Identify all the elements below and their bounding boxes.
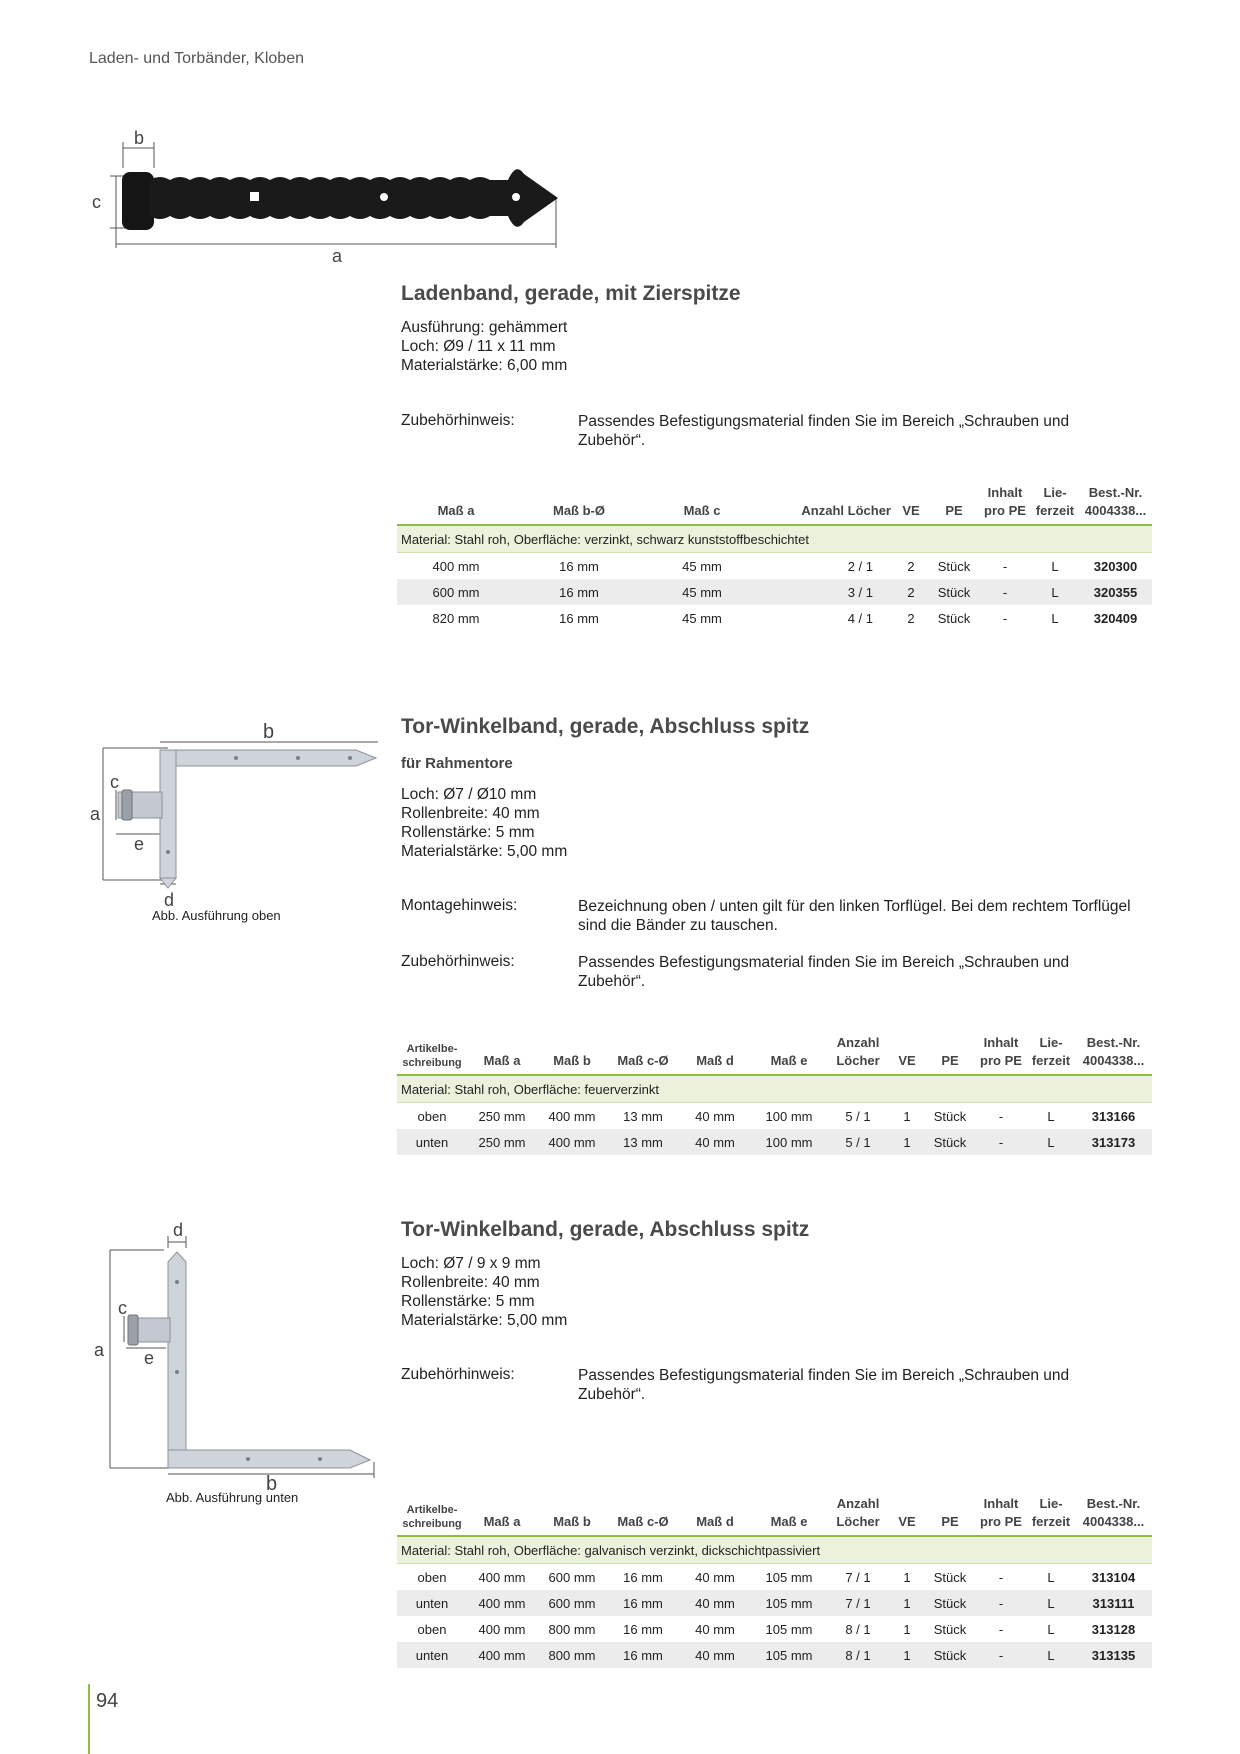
col-header: Lie- ferzeit xyxy=(1031,1496,1071,1529)
col-header: Best.-Nr. 4004338... xyxy=(1082,1496,1145,1529)
col-header: Inhalt pro PE xyxy=(980,1496,1022,1529)
figure-caption: Abb. Ausführung oben xyxy=(152,908,281,923)
table-row: 820 mm 16 mm 45 mm 4 / 1 2 Stück - L 320409 xyxy=(432,610,1138,626)
spec-line: Materialstärke: 5,00 mm xyxy=(401,1312,568,1329)
dim-label-d: d xyxy=(164,890,175,910)
table-row: 600 mm 16 mm 45 mm 3 / 1 2 Stück - L 320355 xyxy=(397,579,1152,605)
col-header: Maß b-Ø xyxy=(553,503,605,518)
col-header: Maß a xyxy=(483,1053,521,1068)
dim-label-e: e xyxy=(144,1348,155,1368)
dim-label-b: b xyxy=(266,1473,278,1492)
col-header: Anzahl Löcher xyxy=(836,1035,880,1068)
spec-line: Ausführung: gehämmert xyxy=(401,319,568,336)
spec-line: Loch: Ø7 / Ø10 mm xyxy=(401,786,537,803)
col-header: Anzahl Löcher xyxy=(836,1496,880,1529)
col-header: PE xyxy=(941,1053,959,1068)
table-row: unten 400 mm 600 mm 16 mm 40 mm 105 mm 7 / 1 1 Stück - L 313111 xyxy=(397,1590,1152,1616)
table-row: 400 mm 16 mm 45 mm 2 / 1 2 Stück - L 320300 xyxy=(432,558,1138,574)
dim-label-c: c xyxy=(92,192,101,212)
spec-line: Rollenstärke: 5 mm xyxy=(401,824,535,841)
accessory-note-text: Passendes Befestigungsmaterial finden Sie im Bereich „Schrauben und Zubehör“. xyxy=(578,1367,1070,1403)
figure-caption: Abb. Ausführung unten xyxy=(166,1490,299,1505)
product-1-figure xyxy=(88,128,568,266)
accessory-note-label: Zubehörhinweis: xyxy=(401,412,515,429)
col-header: VE xyxy=(898,1514,916,1529)
col-header: Inhalt pro PE xyxy=(984,485,1026,518)
product-3-table xyxy=(397,1495,1152,1668)
col-header: Maß e xyxy=(770,1053,808,1068)
page-number-bar xyxy=(88,1684,90,1754)
spec-line: Loch: Ø7 / 9 x 9 mm xyxy=(401,1255,541,1272)
product-2-subtitle: für Rahmentore xyxy=(401,755,513,772)
product-3-title: Tor-Winkelband, gerade, Abschluss spitz xyxy=(401,1218,810,1241)
product-1-table xyxy=(397,484,1152,631)
dim-label-a: a xyxy=(332,246,343,266)
col-header: Anzahl Löcher xyxy=(801,503,891,518)
col-header: Maß b xyxy=(553,1514,591,1529)
col-header: Maß a xyxy=(437,503,475,518)
running-header: Laden- und Torbänder, Kloben xyxy=(89,50,304,67)
table-row: oben 400 mm 600 mm 16 mm 40 mm 105 mm 7 / 1 1 Stück - L 313104 xyxy=(417,1569,1136,1585)
dim-label-a: a xyxy=(90,804,101,824)
spec-line: Loch: Ø9 / 11 x 11 mm xyxy=(401,338,556,355)
assembly-note-text: Bezeichnung oben / unten gilt für den linken Torflügel. Bei dem rechtem Torflügel sind die Bänder zu tauschen. xyxy=(578,898,1131,934)
dim-label-b: b xyxy=(134,128,145,148)
table-row: oben 400 mm 800 mm 16 mm 40 mm 105 mm 8 / 1 1 Stück - L 313128 xyxy=(417,1621,1136,1637)
col-header: Maß b xyxy=(553,1053,591,1068)
col-header: Maß d xyxy=(696,1514,734,1529)
spec-line: Materialstärke: 5,00 mm xyxy=(401,843,568,860)
col-header: Best.-Nr. 4004338... xyxy=(1082,1035,1145,1068)
col-header: PE xyxy=(941,1514,959,1529)
spec-line: Rollenbreite: 40 mm xyxy=(401,1274,540,1291)
col-header: Artikelbe- schreibung xyxy=(402,1504,462,1530)
col-header: Maß c xyxy=(683,503,721,518)
dim-label-d: d xyxy=(173,1222,184,1240)
table-row: unten 250 mm 400 mm 13 mm 40 mm 100 mm 5 / 1 1 Stück - L 313173 xyxy=(397,1129,1152,1155)
col-header: Inhalt pro PE xyxy=(980,1035,1022,1068)
table-row: oben 250 mm 400 mm 13 mm 40 mm 100 mm 5 / 1 1 Stück - L 313166 xyxy=(417,1108,1136,1124)
accessory-note-text: Passendes Befestigungsmaterial finden Sie im Bereich „Schrauben und Zubehör“. xyxy=(578,954,1070,990)
product-1-title: Ladenband, gerade, mit Zierspitze xyxy=(401,282,741,305)
col-header: Lie- ferzeit xyxy=(1035,485,1075,518)
spec-line: Materialstärke: 6,00 mm xyxy=(401,357,568,374)
dim-label-b: b xyxy=(263,721,275,743)
col-header: Maß e xyxy=(770,1514,808,1529)
product-2-specs xyxy=(401,785,567,861)
material-row: Material: Stahl roh, Oberfläche: galvanisch verzinkt, dickschichtpassiviert xyxy=(397,1536,1152,1564)
product-2-table xyxy=(397,1034,1152,1155)
material-row: Material: Stahl roh, Oberfläche: verzinkt, schwarz kunststoffbeschichtet xyxy=(397,525,1152,553)
col-header: Maß c-Ø xyxy=(617,1514,669,1529)
dim-label-c: c xyxy=(118,1298,127,1318)
dim-label-c: c xyxy=(110,772,119,792)
accessory-note-label: Zubehörhinweis: xyxy=(401,953,515,970)
col-header: Maß a xyxy=(483,1514,521,1529)
product-3-specs xyxy=(401,1254,567,1330)
assembly-note-label: Montagehinweis: xyxy=(401,897,518,914)
table-row: unten 400 mm 800 mm 16 mm 40 mm 105 mm 8 / 1 1 Stück - L 313135 xyxy=(397,1642,1152,1668)
col-header: VE xyxy=(902,503,920,518)
spec-line: Rollenstärke: 5 mm xyxy=(401,1293,535,1310)
product-2-figure xyxy=(88,712,388,912)
page-number: 94 xyxy=(96,1690,119,1712)
dim-label-a: a xyxy=(94,1340,105,1360)
dim-label-e: e xyxy=(134,834,145,854)
accessory-note-label: Zubehörhinweis: xyxy=(401,1366,515,1383)
col-header: Artikelbe- schreibung xyxy=(402,1043,462,1069)
col-header: Lie- ferzeit xyxy=(1031,1035,1071,1068)
product-3-figure xyxy=(88,1222,388,1492)
col-header: Maß c-Ø xyxy=(617,1053,669,1068)
material-row: Material: Stahl roh, Oberfläche: feuerverzinkt xyxy=(397,1075,1152,1103)
col-header: Best.-Nr. 4004338... xyxy=(1084,485,1147,518)
product-1-specs xyxy=(401,318,567,375)
col-header: VE xyxy=(898,1053,916,1068)
col-header: PE xyxy=(945,503,963,518)
product-2-title: Tor-Winkelband, gerade, Abschluss spitz xyxy=(401,715,810,738)
col-header: Maß d xyxy=(696,1053,734,1068)
spec-line: Rollenbreite: 40 mm xyxy=(401,805,540,822)
accessory-note-text: Passendes Befestigungsmaterial finden Sie im Bereich „Schrauben und Zubehör“. xyxy=(578,413,1070,449)
